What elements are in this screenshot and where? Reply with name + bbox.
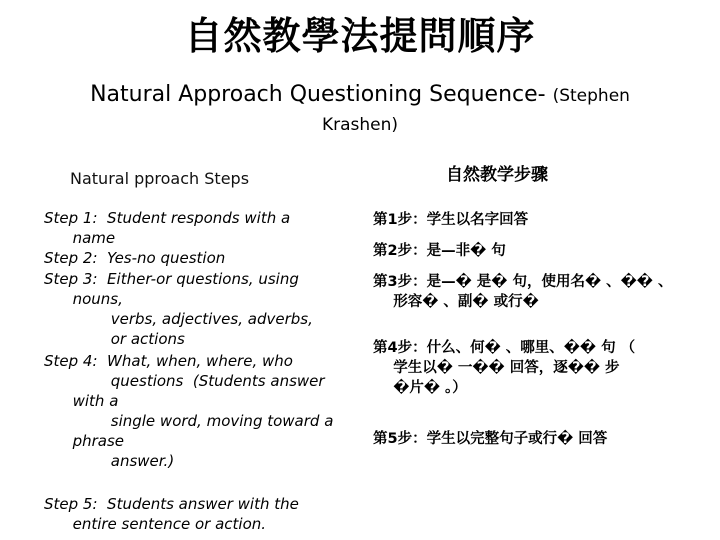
step-line: entire sentence or action. [44,515,267,533]
subtitle-main: Natural Approach Questioning Sequence- [90,82,553,107]
right-step-3 [373,272,673,312]
left-step-1 [44,208,290,248]
step-line: name [44,229,116,247]
step-line: Step 3: Either-or questions, using [44,270,299,288]
step-line: 学生以� 一�� 回答，逐�� 步 [373,360,620,376]
right-step-2 [373,241,506,261]
right-step-4 [373,338,635,398]
step-line: 第4步：什么、何� 、哪里、�� 句 （ [373,340,636,356]
left-column-heading: Natural pproach Steps [70,169,250,188]
step-line: Step 5: Students answer with the [44,495,299,513]
slide-subtitle [0,80,720,111]
step-line: or actions [44,330,185,348]
step-line: 第3步：是—� 是� 句，使用名� 、�� 、 [373,274,673,290]
step-line: nouns, [44,290,123,308]
right-step-1 [373,210,528,230]
step-line: 第5步：学生以完整句子或行� 回答 [373,431,608,447]
step-line: 形容� 、副� 或行� [373,294,539,310]
step-line: answer.) [44,452,175,470]
left-step-3 [44,269,313,349]
left-step-5 [44,494,299,534]
step-line: questions (Students answer [44,372,325,390]
step-line: �片� 。） [373,380,467,396]
right-column-heading: 自然教学步骤 [446,165,548,185]
step-line: single word, moving toward a [44,412,334,430]
subtitle-author-start: (Stephen [552,86,630,106]
step-line: Step 2: Yes-no question [44,249,226,267]
slide-title: 自然教學法提問順序 [184,13,536,58]
subtitle-author-end: Krashen) [321,115,399,135]
left-step-4 [44,351,333,471]
right-step-5 [373,429,607,449]
step-line: phrase [44,432,125,450]
step-line: 第2步：是—非� 句 [373,243,506,259]
left-step-2 [44,248,225,268]
step-line: with a [44,392,119,410]
step-line: verbs, adjectives, adverbs, [44,310,313,328]
step-line: 第1步：学生以名字回答 [373,212,529,228]
step-line: Step 1: Student responds with a [44,209,291,227]
step-line: Step 4: What, when, where, who [44,352,293,370]
